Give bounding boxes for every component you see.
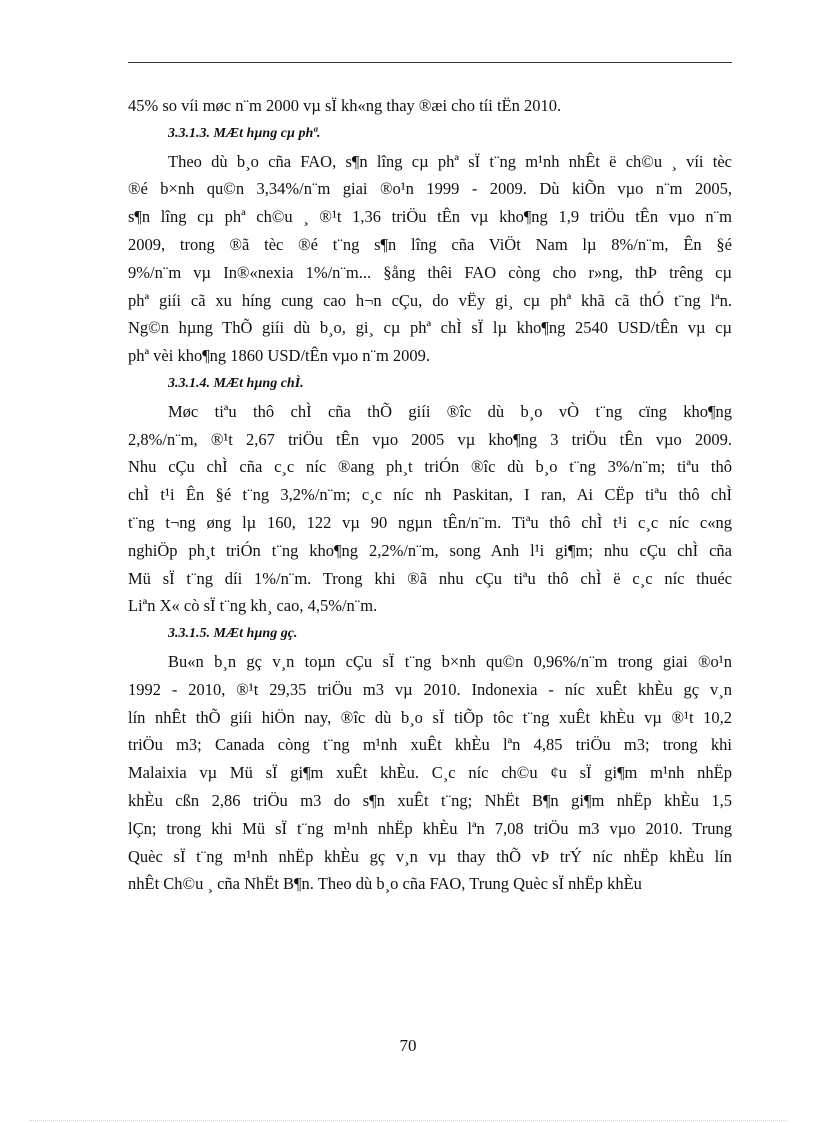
text-line: 2009, trong ®ã tèc ®é t¨ng s¶n lîng cña ViÖt Nam lµ 8%/n¨m, Ên §é	[128, 234, 732, 254]
text-line: phª vèi kho¶ng 1860 USD/tÊn vµo n¨m 2009.	[128, 346, 431, 366]
section-heading: 3.3.1.5. MÆt hµng gç.	[168, 626, 298, 642]
text-line: 9%/n¨m vµ In®«nexia 1%/n¨m... §ång thêi FAO còng cho r»ng, thÞ trêng cµ	[128, 262, 732, 282]
text-line: 45% so víi møc n¨m 2000 vµ sÏ kh«ng thay ®æi cho tíi tËn 2010.	[128, 96, 562, 115]
text-line: chÌ t¹i Ên §é t¨ng 3,2%/n¨m; c¸c níc nh Paskitan, I ran, Ai CËp tiªu thô chÌ	[128, 485, 732, 505]
text-line: t¨ng t¬ng øng lµ 160, 122 vµ 90 ngµn tÊn/n¨m. Tiªu thô chÌ t¹i c¸c níc c«ng	[128, 512, 732, 532]
text-line: triÖu m3; Canada còng t¨ng m¹nh xuÊt khÈu lªn 4,85 triÖu m3; trong khi	[128, 735, 732, 755]
text-line: Ng©n hµng ThÕ giíi dù b¸o, gi¸ cµ phª chÌ sÏ lµ kho¶ng 2540 USD/tÊn vµ cµ	[128, 318, 732, 338]
page-bottom-border	[30, 1120, 786, 1121]
page-number: 70	[399, 1036, 417, 1055]
text-line: ®é b×nh qu©n 3,34%/n¨m giai ®o¹n 1999 - 2009. Dù kiÕn vµo n¨m 2005,	[128, 179, 732, 199]
paragraph	[128, 92, 732, 120]
section-heading: 3.3.1.4. MÆt hµng chÌ.	[168, 375, 304, 391]
text-line: Mü sÏ t¨ng díi 1%/n¨m. Trong khi ®ã nhu cÇu tiªu thô chÌ ë c¸c níc thuéc	[128, 568, 732, 588]
paragraph	[128, 148, 732, 370]
text-line: lÇn; trong khi Mü sÏ t¨ng m¹nh nhËp khÈu lªn 7,08 triÖu m3 vµo 2010. Trung	[128, 818, 732, 838]
text-line: Møc tiªu thô chÌ cña thÕ giíi ®îc dù b¸o vÒ t¨ng cïng kho¶ng	[168, 401, 732, 421]
text-line: khÈu cßn 2,86 triÖu m3 do s¶n xuÊt t¨ng; NhËt B¶n gi¶m nhËp khÈu 1,5	[128, 790, 732, 810]
page-body	[128, 92, 732, 898]
text-line: Liªn X« cò sÏ t¨ng kh¸ cao, 4,5%/n¨m.	[128, 596, 378, 616]
paragraph	[128, 648, 732, 898]
text-line: phª giíi cã xu híng cung cao h¬n cÇu, do vËy gi¸ cµ phª khã cã thÓ t¨ng lªn.	[128, 290, 732, 310]
text-line: nghiÖp ph¸t triÓn t¨ng kho¶ng 2,2%/n¨m, song Anh l¹i gi¶m; nhu cÇu chÌ cña	[128, 540, 732, 560]
text-line: Malaixia vµ Mü sÏ gi¶m xuÊt khÈu. C¸c níc ch©u ¢u sÏ gi¶m m¹nh nhËp	[128, 763, 732, 783]
text-line: Quèc sÏ t¨ng m¹nh nhËp khÈu gç v¸n vµ thay thÕ vÞ trÝ níc nhËp khÈu lín	[128, 846, 732, 866]
text-line: 1992 - 2010, ®¹t 29,35 triÖu m3 vµ 2010. Indonexia - níc xuÊt khÈu gç v¸n	[128, 679, 732, 699]
text-line: s¶n lîng cµ phª ch©u ¸ ®¹t 1,36 triÖu tÊn vµ kho¶ng 1,9 triÖu tÊn vµo n¨m	[128, 207, 732, 227]
text-line: 2,8%/n¨m, ®¹t 2,67 triÖu tÊn vµo 2005 vµ kho¶ng 3 triÖu tÊn vµo 2009.	[128, 429, 732, 449]
text-line: lín nhÊt thÕ giíi hiÖn nay, ®îc dù b¸o sÏ tiÕp tôc t¨ng xuÊt khÈu vµ ®¹t 10,2	[128, 707, 732, 727]
section-heading: 3.3.1.3. MÆt hµng cµ phª.	[168, 125, 321, 141]
header-rule	[128, 62, 732, 63]
text-line: Nhu cÇu chÌ cña c¸c níc ®ang ph¸t triÓn ®îc dù b¸o t¨ng 3%/n¨m; tiªu thô	[128, 457, 732, 477]
text-line: Theo dù b¸o cña FAO, s¶n lîng cµ phª sÏ t¨ng m¹nh nhÊt ë ch©u ¸ víi tèc	[168, 151, 732, 171]
text-line: nhÊt Ch©u ¸ cña NhËt B¶n. Theo dù b¸o cña FAO, Trung Quèc sÏ nhËp khÈu	[128, 874, 642, 894]
paragraph	[128, 398, 732, 620]
text-line: Bu«n b¸n gç v¸n toµn cÇu sÏ t¨ng b×nh qu©n 0,96%/n¨m trong giai ®o¹n	[168, 651, 732, 671]
